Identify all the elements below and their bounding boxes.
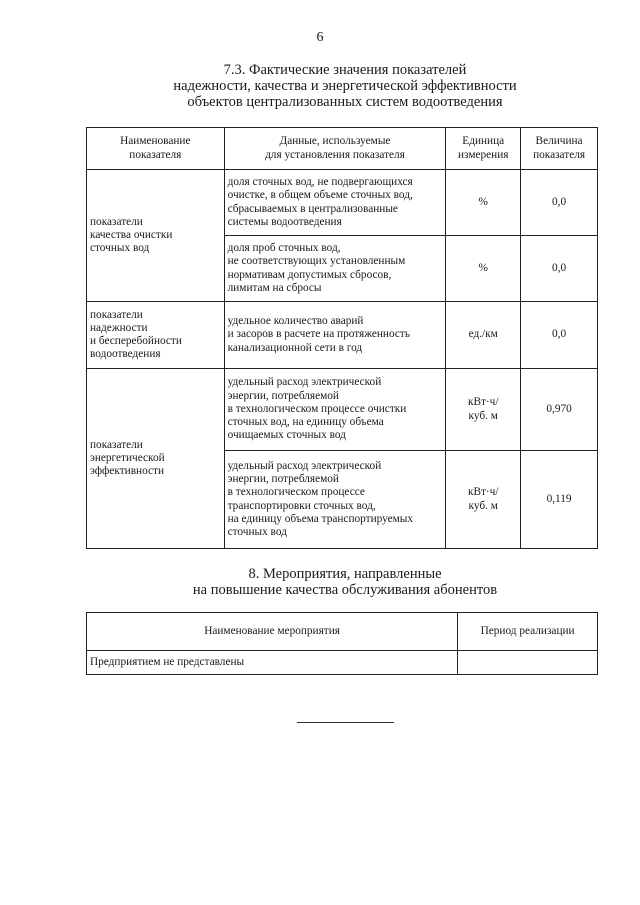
header-data: Данные, используемые для установления показателя [224,128,446,170]
section-7-3-title [90,62,600,110]
value-cell: 0,0 [521,302,598,369]
measure-cell: Предприятием не представлены [87,651,458,675]
indicator-data-cell: удельный расход электрической энергии, потребляемой в технологическом процессе транспортировки сточных вод, на единицу объема транспортируемых сточных вод [224,451,446,549]
unit-cell: кВт·ч/ куб. м [446,451,521,549]
table-row [87,369,598,451]
indicator-group-name: показатели надежности и бесперебойности водоотведения [87,302,225,369]
title-line: 8. Мероприятия, направленные [248,566,442,582]
indicator-data-cell: удельное количество аварий и засоров в расчете на протяженность канализационной сети в год [224,302,446,369]
indicator-data-cell: доля проб сточных вод, не соответствующих установленным нормативам допустимых сбросов, лимитам на сбросы [224,236,446,302]
title-line: 7.3. Фактические значения показателей [223,62,467,78]
value-cell: 0,970 [521,369,598,451]
end-separator-line [297,722,394,723]
table-row [87,651,598,675]
indicator-data-cell: доля сточных вод, не подвергающихся очистке, в общем объеме сточных вод, сбрасываемых в централизованные системы водоотведения [224,170,446,236]
period-cell [458,651,598,675]
section-8-title [90,566,600,598]
indicators-table [86,127,598,549]
indicator-group-name: показатели энергетической эффективности [87,369,225,549]
unit-cell: % [446,236,521,302]
title-line: надежности, качества и энергетической эффективности [173,78,517,94]
table-row [87,302,598,369]
page-number: 6 [316,30,324,45]
unit-cell: ед./км [446,302,521,369]
header-period: Период реализации [458,613,598,651]
indicator-data-cell: удельный расход электрической энергии, потребляемой в технологическом процессе очистки сточных вод, на единицу объема очищаемых сточных вод [224,369,446,451]
title-line: на повышение качества обслуживания абонентов [192,582,498,598]
unit-cell: % [446,170,521,236]
title-line: объектов централизованных систем водоотведения [187,94,503,110]
value-cell: 0,119 [521,451,598,549]
measures-table [86,612,598,675]
header-value: Величина показателя [521,128,598,170]
value-cell: 0,0 [521,236,598,302]
table-header-row [87,128,598,170]
indicator-group-name: показатели качества очистки сточных вод [87,170,225,302]
unit-cell: кВт·ч/ куб. м [446,369,521,451]
table-row [87,170,598,236]
table-header-row [87,613,598,651]
header-measure: Наименование мероприятия [87,613,458,651]
header-unit: Единица измерения [446,128,521,170]
value-cell: 0,0 [521,170,598,236]
header-name: Наименование показателя [87,128,225,170]
